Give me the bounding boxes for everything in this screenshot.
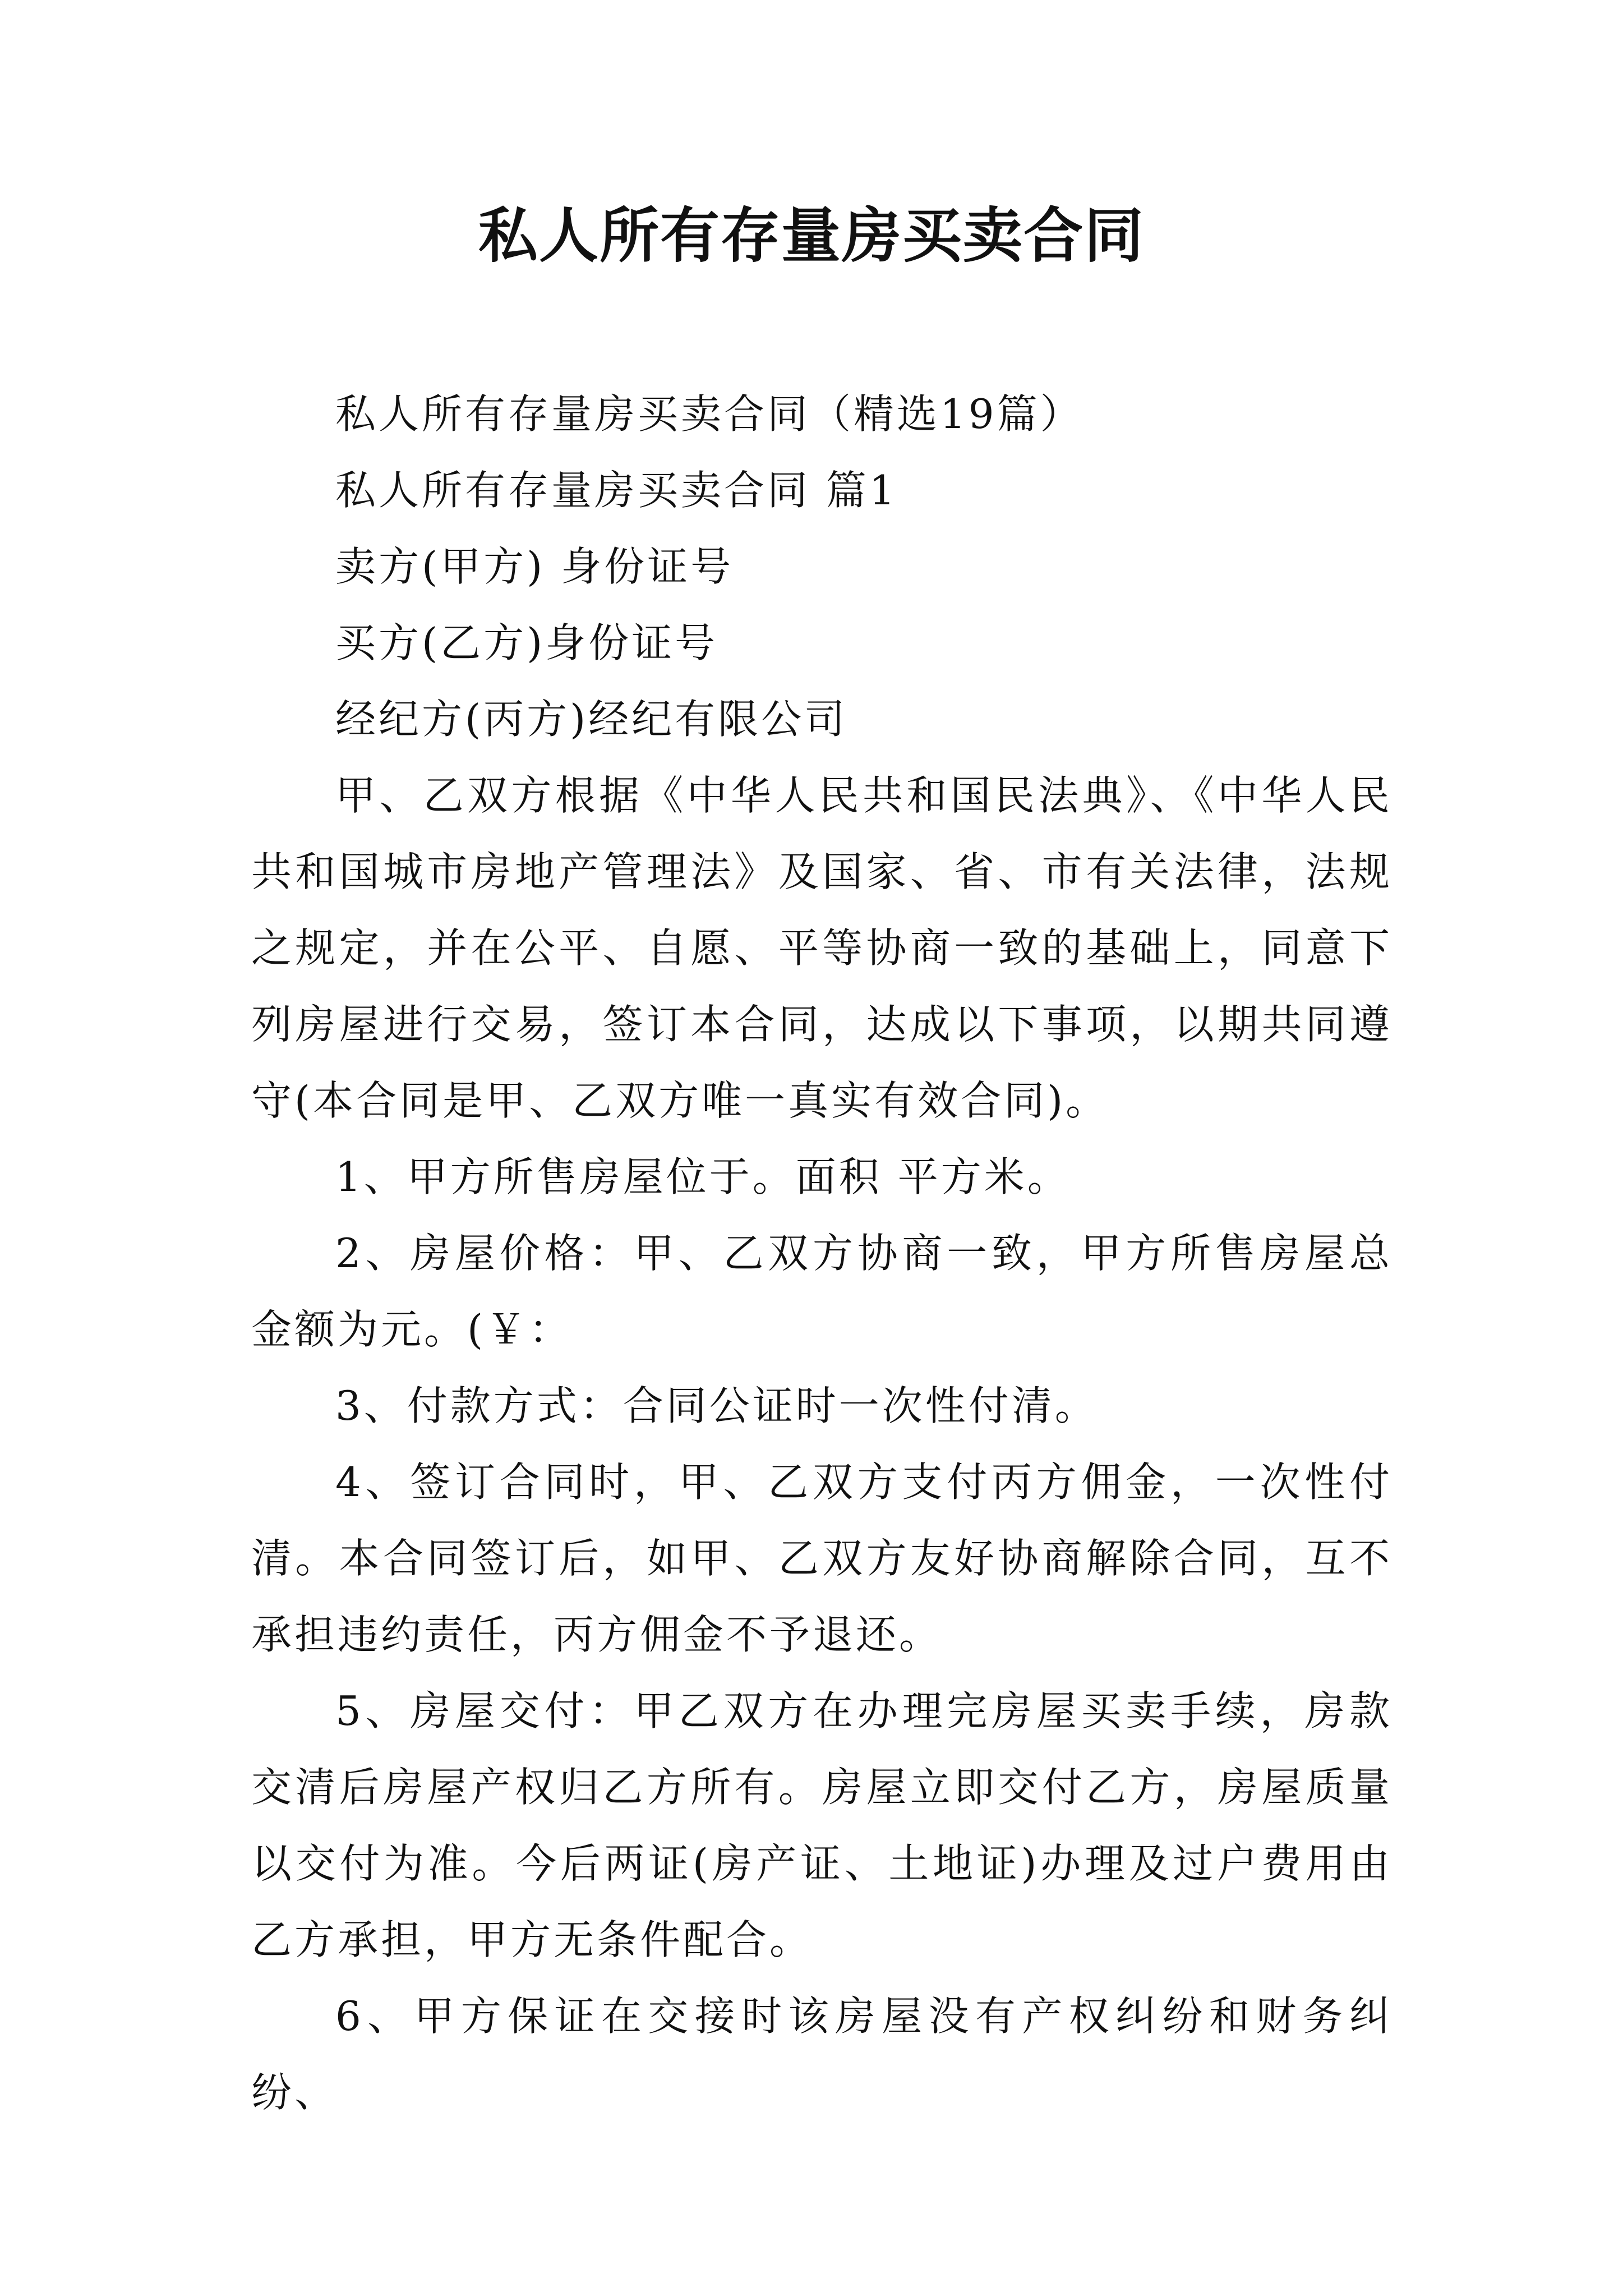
document-body [251,376,1393,2131]
paragraph-buyer: 买方(乙方)身份证号 [335,619,718,666]
paragraph-clause-5: 5、房屋交付：甲乙双方在办理完房屋买卖手续，房款交清后房屋产权归乙方所有。房屋立即交付乙方，房屋质量以交付为准。今后两证(房产证、土地证)办理及过户费用由乙方承担，甲方无条件配合。 [251,1687,1393,1963]
paragraph-clause-3: 3、付款方式：合同公证时一次性付清。 [335,1382,1098,1429]
paragraph-section-heading: 私人所有存量房买卖合同 篇1 [335,467,898,514]
paragraph-clause-2: 2、房屋价格：甲、乙双方协商一致，甲方所售房屋总金额为元。(￥： [251,1230,1393,1353]
paragraph-clause-4: 4、签订合同时，甲、乙双方支付丙方佣金，一次性付清。本合同签订后，如甲、乙双方友好协商解除合同，互不承担违约责任，丙方佣金不予退还。 [251,1458,1393,1658]
paragraph-subtitle: 私人所有存量房买卖合同（精选19篇） [335,390,1083,438]
paragraph-clause-1: 1、甲方所售房屋位于。面积 平方米。 [335,1153,1071,1200]
document-title: 私人所有存量房买卖合同 [478,200,1145,270]
paragraph-preamble: 甲、乙双方根据《中华人民共和国民法典》、《中华人民共和国城市房地产管理法》及国家、省、市有关法律，法规之规定，并在公平、自愿、平等协商一致的基础上，同意下列房屋进行交易，签订本合同，达成以下事项，以期共同遵守(本合同是甲、乙双方唯一真实有效合同)。 [251,772,1393,1124]
paragraph-agent: 经纪方(丙方)经纪有限公司 [335,696,848,743]
paragraph-clause-6: 6、甲方保证在交接时该房屋没有产权纠纷和财务纠纷、 [251,1993,1393,2116]
paragraph-seller: 卖方(甲方) 身份证号 [335,543,734,590]
